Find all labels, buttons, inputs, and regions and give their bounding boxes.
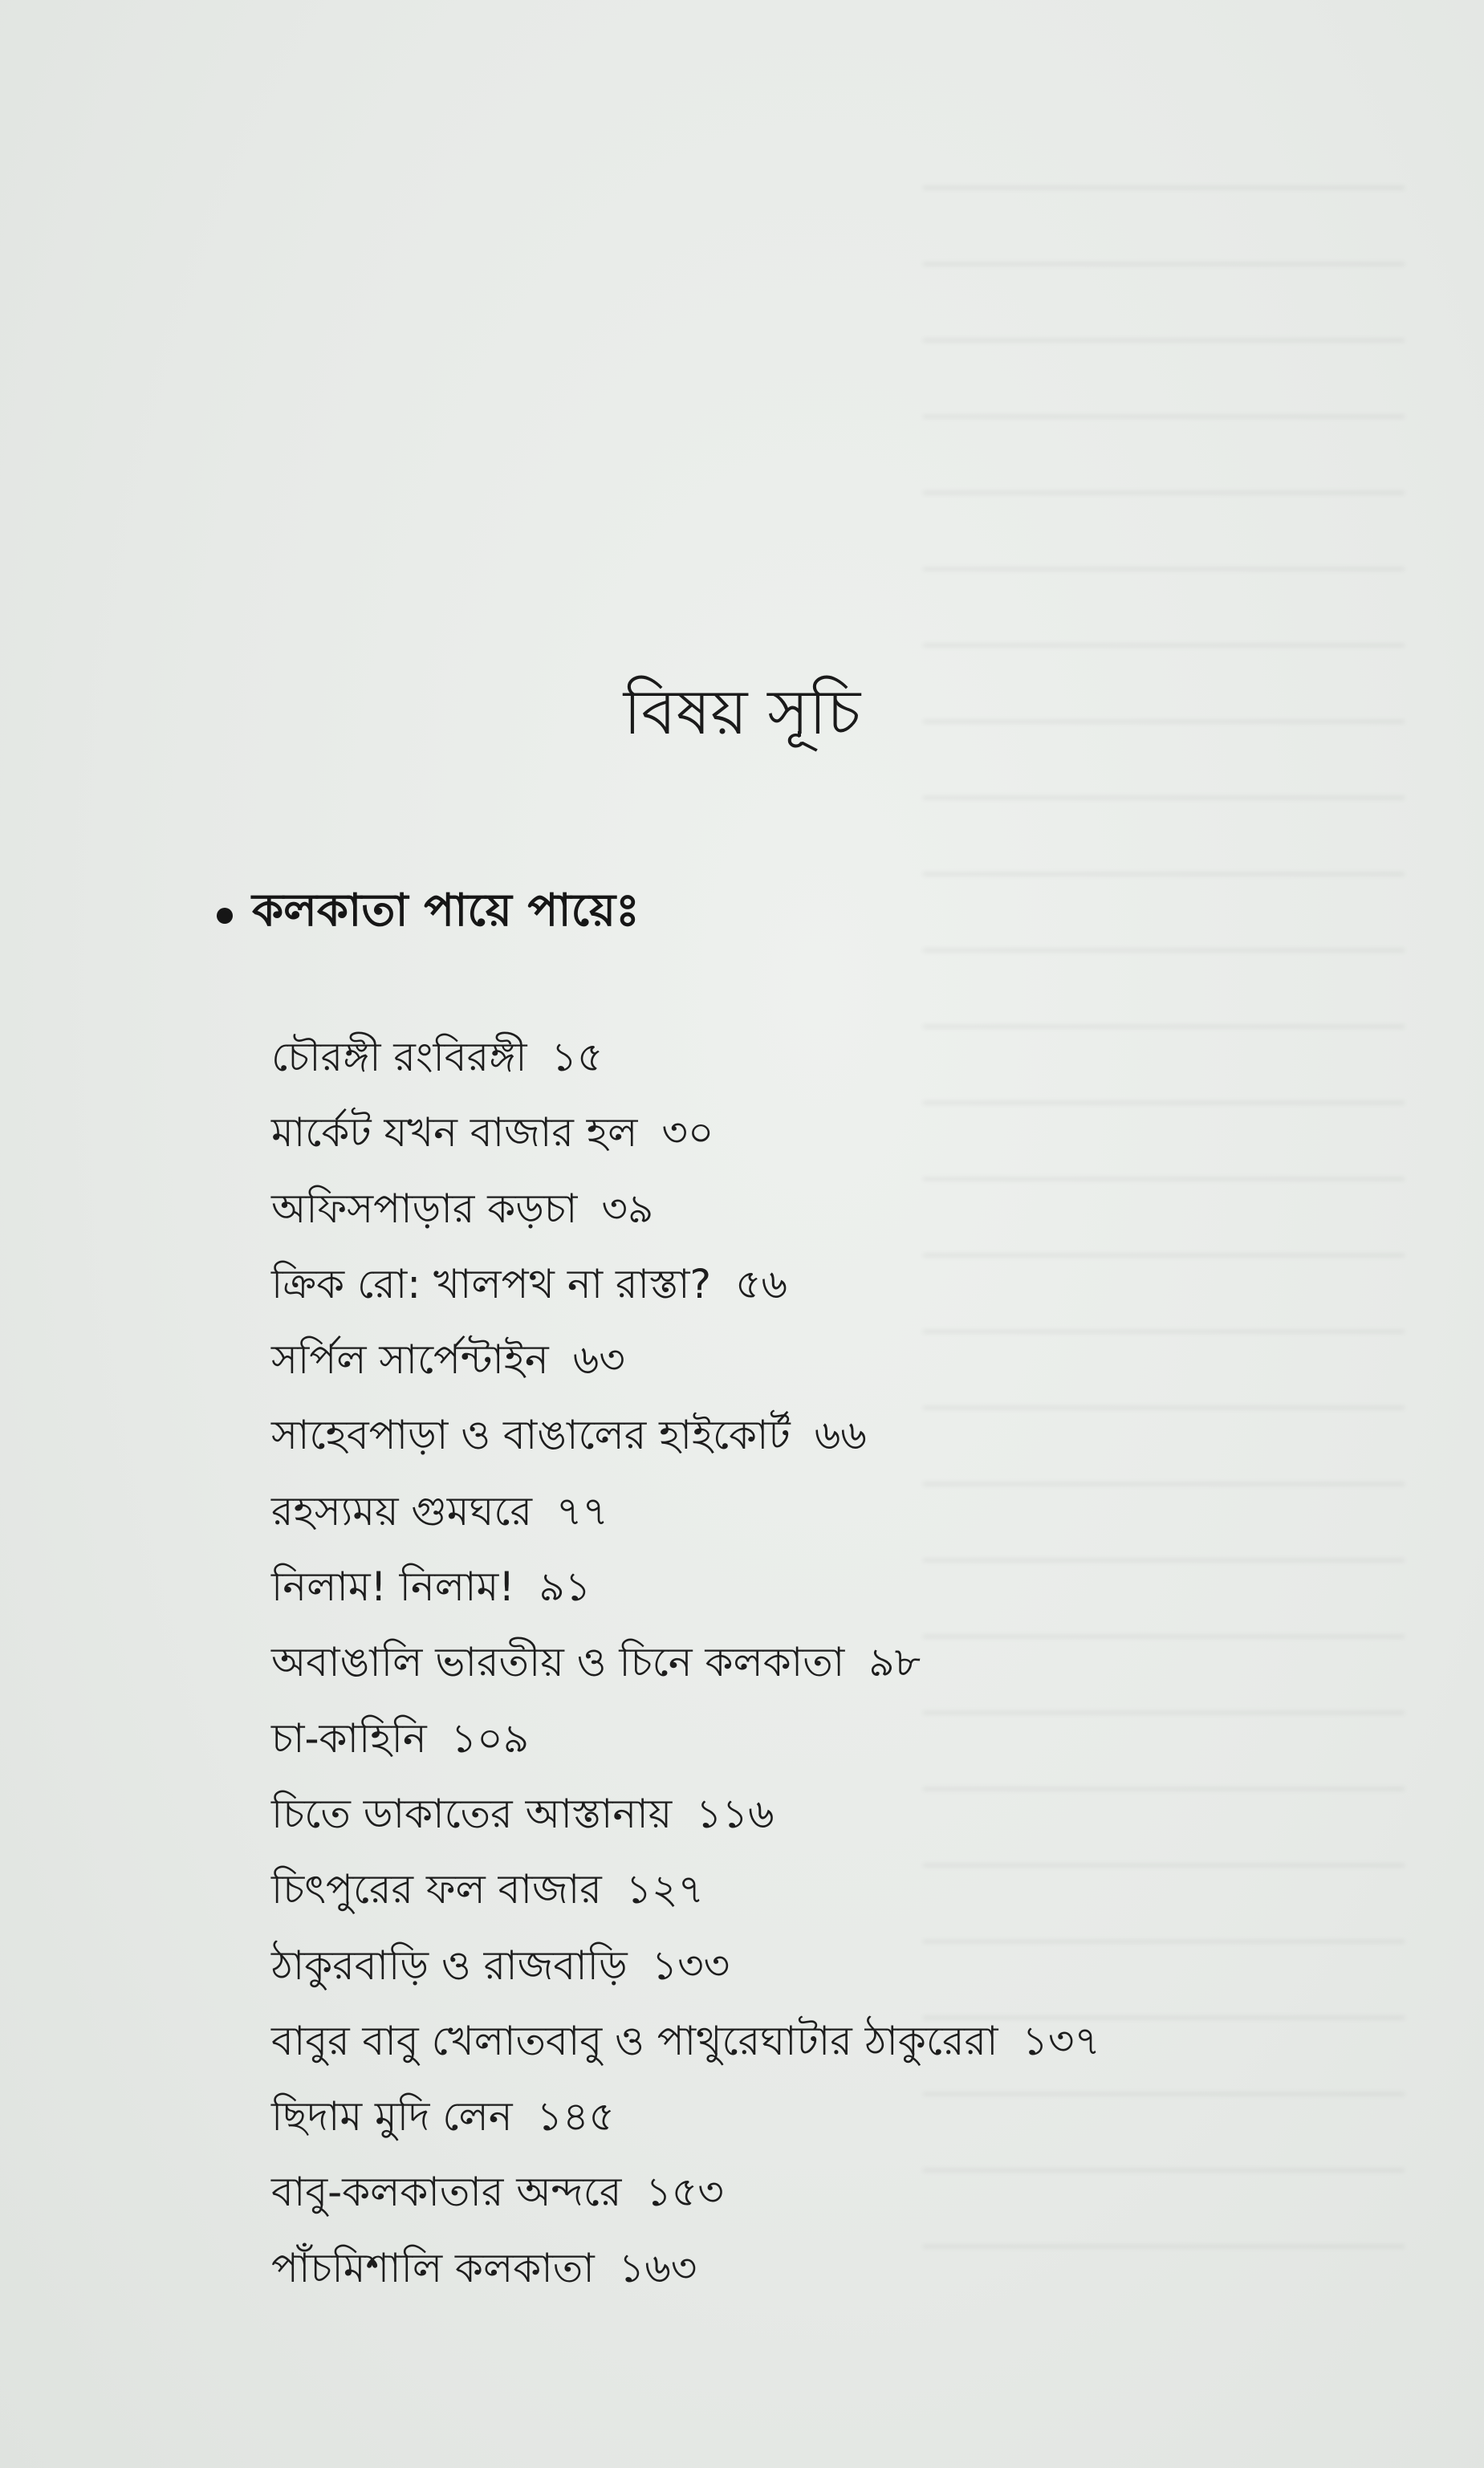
entry-page-number: ১১৬ [696,1790,775,1837]
entry-page-number: ৬৬ [814,1412,867,1459]
entry-page-number: ৫৬ [735,1260,788,1307]
contents-entry [271,1624,1100,1700]
entry-title: পাঁচমিশালি কলকাতা [271,2244,595,2291]
entry-title: চৌরঙ্গী রংবিরঙ্গী [271,1034,527,1080]
entry-page-number: ৩৯ [601,1185,654,1232]
entry-title: বাবুর বাবু খেলাতবাবু ও পাথুরেঘাটার ঠাকুরেরা [271,2017,998,2064]
contents-list [271,1019,1100,2306]
contents-entry [271,1549,1100,1624]
page-title: বিষয় সূচি [623,677,861,749]
entry-title: চিৎপুরের ফল বাজার [271,1866,602,1913]
entry-title: সাহেবপাড়া ও বাঙালের হাইকোর্ট [271,1412,791,1459]
contents-entry [271,1397,1100,1473]
entry-title: বাবু-কলকাতার অন্দরে [271,2169,622,2216]
entry-page-number: ১৫ [551,1034,604,1080]
entry-title: চিতে ডাকাতের আস্তানায় [271,1790,673,1837]
contents-entry [271,1852,1100,1927]
section-heading [217,875,640,947]
contents-entry [271,1095,1100,1170]
entry-title: মার্কেট যখন বাজার হল [271,1109,638,1157]
contents-entry [271,1322,1100,1397]
section-heading-label: কলকাতা পায়ে পায়েঃ [252,884,640,937]
entry-page-number: ৯১ [539,1563,592,1611]
contents-entry [271,1019,1100,1095]
entry-title: সর্পিল সার্পেন্টাইন [271,1336,549,1384]
entry-title: রহস্যময় গুমঘরে [271,1487,532,1535]
entry-page-number: ৯৮ [868,1639,921,1686]
entry-page-number: ১৩৭ [1022,2017,1100,2064]
entry-page-number: ১৬৩ [618,2244,697,2291]
contents-entry [271,1474,1100,1549]
contents-entry [271,2230,1100,2306]
entry-title: ছিদাম মুদি লেন [271,2093,513,2141]
entry-title: চা-কাহিনি [271,1714,427,1762]
contents-entry [271,1246,1100,1322]
entry-page-number: ১৪৫ [536,2093,615,2141]
entry-page-number: ৩০ [661,1109,714,1157]
entry-page-number: ১৩৩ [651,1941,730,1989]
entry-page-number: ১০৯ [450,1714,530,1762]
entry-title: ক্রিক রো: খালপথ না রাস্তা? [271,1260,712,1307]
entry-page-number: ৬৩ [572,1336,625,1384]
entry-title: নিলাম! নিলাম! [271,1563,515,1611]
entry-title: অফিসপাড়ার কড়চা [271,1185,578,1232]
contents-entry [271,2003,1100,2079]
entry-page-number: ১৫৩ [645,2169,724,2216]
contents-entry [271,2154,1100,2230]
entry-page-number: ১২৭ [625,1866,705,1913]
entry-title: ঠাকুরবাড়ি ও রাজবাড়ি [271,1941,628,1989]
contents-entry [271,1776,1100,1852]
entry-title: অবাঙালি ভারতীয় ও চিনে কলকাতা [271,1639,845,1686]
bullet-icon [217,908,233,924]
entry-page-number: ৭৭ [556,1487,609,1535]
contents-entry [271,1701,1100,1776]
contents-entry [271,1171,1100,1246]
contents-entry [271,1928,1100,2003]
contents-entry [271,2079,1100,2154]
